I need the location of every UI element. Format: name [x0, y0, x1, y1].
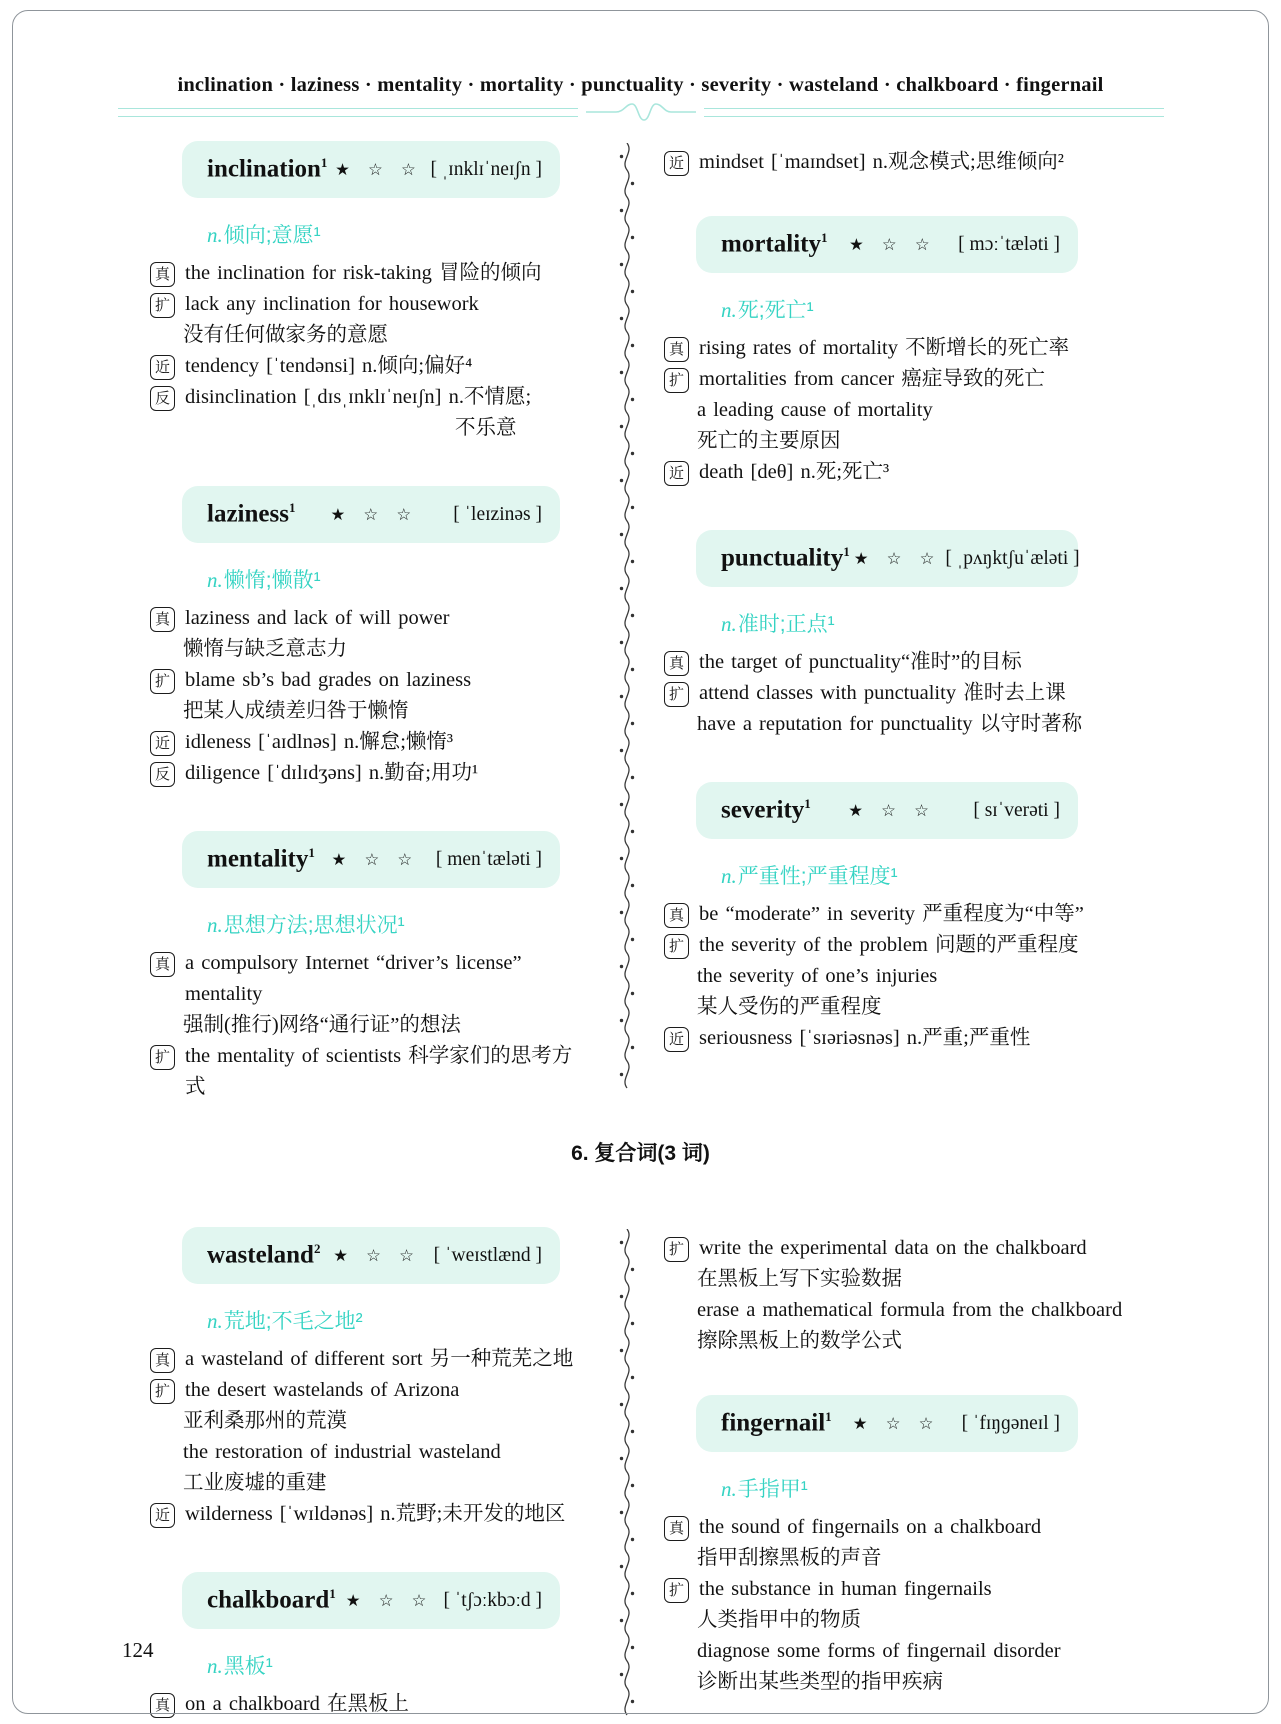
definition-text: 懒惰;懒散¹: [223, 569, 321, 592]
example-text: 没有任何做家务的意愿: [183, 324, 388, 346]
example-line: [150, 603, 590, 634]
headword-superscript: 1: [825, 1409, 832, 1425]
example-text: 亚利桑那州的荒漠: [183, 1410, 347, 1432]
difficulty-stars: ★ ☆ ☆: [345, 1590, 434, 1610]
tag-synonym: 近: [150, 355, 175, 380]
difficulty-stars: ★ ☆ ☆: [849, 234, 937, 254]
example-line: [664, 1023, 1177, 1054]
example-text: 在黑板上写下实验数据: [697, 1268, 902, 1290]
part-of-speech: n.: [721, 864, 737, 888]
example-text: idleness [ˈaɪdlnəs] n.懈怠;懒惰³: [185, 731, 454, 753]
example-line: [664, 678, 1177, 709]
example-line: [664, 1512, 1177, 1543]
example-line: [664, 457, 1177, 488]
definition-text: 严重性;严重程度¹: [737, 865, 898, 888]
example-text: death [deθ] n.死;死亡³: [699, 461, 890, 483]
example-text: have a reputation for punctuality 以守时著称: [697, 713, 1083, 735]
tag-synonym: 近: [664, 1027, 689, 1052]
example-line: [664, 647, 1177, 678]
example-text: on a chalkboard 在黑板上: [185, 1693, 410, 1715]
example-text: erase a mathematical formula from the chalkboard: [697, 1299, 1123, 1321]
tag-expansion: 扩: [150, 1045, 175, 1070]
example-line: [664, 426, 1177, 457]
example-text: rising rates of mortality 不断增长的死亡率: [699, 337, 1070, 359]
part-of-speech: n.: [721, 612, 737, 636]
example-text: 擦除黑板上的数学公式: [697, 1330, 902, 1352]
tag-expansion: 扩: [150, 1379, 175, 1404]
part-of-speech: n.: [207, 223, 223, 247]
headword-superscript: 1: [843, 544, 850, 560]
difficulty-stars: ★ ☆ ☆: [333, 1245, 421, 1265]
tag-expansion: 扩: [150, 293, 175, 318]
example-text: the inclination for risk-taking 冒险的倾向: [185, 262, 542, 284]
entry-wasteland: [150, 1227, 590, 1530]
example-line: [664, 961, 1177, 992]
chinese-definition: [207, 219, 590, 249]
phonetic-transcription: [ ˌɪnklɪˈneɪʃn ]: [430, 158, 542, 180]
entry-chalkboard: [150, 1572, 590, 1720]
tag-authentic-example: 真: [150, 1348, 175, 1373]
right-column: [664, 1227, 1177, 1720]
page-header-wordlist: inclination · laziness · mentality · mortality · punctuality · severity · wasteland · chalkboard · fingernail: [177, 74, 1104, 96]
headword-pill: [182, 141, 560, 198]
headword-superscript: 1: [329, 1586, 336, 1602]
difficulty-stars: ★ ☆ ☆: [852, 1413, 941, 1433]
phonetic-transcription: [ ˈweɪstlænd ]: [433, 1244, 542, 1266]
example-text: mindset [ˈmaɪndset] n.观念模式;思维倾向²: [699, 151, 1064, 173]
phonetic-transcription: [ sɪˈverəti ]: [973, 799, 1060, 821]
headword-pill: [182, 1227, 560, 1284]
example-text: attend classes with punctuality 准时去上课: [699, 682, 1066, 704]
example-text: blame sb’s bad grades on laziness: [185, 669, 472, 691]
example-line: [664, 1667, 1177, 1698]
chinese-definition: [207, 564, 590, 594]
left-column: [150, 1227, 590, 1720]
tag-synonym: 近: [664, 151, 689, 176]
column-divider-squiggle: [616, 1229, 638, 1720]
example-text: laziness and lack of will power: [185, 607, 450, 629]
example-text: the severity of the problem 问题的严重程度: [699, 934, 1079, 956]
tag-synonym: 近: [150, 731, 175, 756]
example-line: [664, 1295, 1177, 1326]
example-line: [150, 1437, 590, 1468]
example-line: [150, 413, 590, 444]
headword-pill: [182, 486, 560, 543]
definition-text: 手指甲¹: [737, 1478, 808, 1501]
example-text: the severity of one’s injuries: [697, 965, 938, 987]
headword-pill: [182, 831, 560, 888]
example-text: lack any inclination for housework: [185, 293, 479, 315]
example-line: [150, 758, 590, 789]
example-text: 懒惰与缺乏意志力: [183, 638, 347, 660]
phonetic-transcription: [ mɔːˈtæləti ]: [958, 233, 1060, 255]
entry-punctuality: [664, 530, 1177, 740]
tag-expansion: 扩: [664, 934, 689, 959]
definition-text: 死;死亡¹: [737, 299, 814, 322]
continued-examples: [664, 147, 1177, 178]
chinese-definition: [721, 860, 1177, 890]
example-line: [664, 1233, 1177, 1264]
tag-synonym: 近: [150, 1503, 175, 1528]
difficulty-stars: ★ ☆ ☆: [853, 548, 942, 568]
example-line: [150, 665, 590, 696]
example-text: 把某人成绩差归咎于懒惰: [183, 700, 409, 722]
example-text: disinclination [ˌdɪsˌɪnklɪˈneɪʃn] n.不情愿;: [185, 386, 532, 408]
example-line: [150, 351, 590, 382]
example-line: [150, 382, 590, 413]
entry-severity: [664, 782, 1177, 1054]
headword: chalkboard$^1$: [207, 1586, 336, 1614]
tag-authentic-example: 真: [150, 607, 175, 632]
tag-authentic-example: 真: [150, 1693, 175, 1718]
tag-antonym: 反: [150, 762, 175, 787]
headword-superscript: 2: [313, 1241, 321, 1257]
example-text: write the experimental data on the chalkboard: [699, 1237, 1087, 1259]
phonetic-transcription: [ ˈfɪŋɡəneɪl ]: [961, 1412, 1060, 1434]
example-text: 诊断出某些类型的指甲疾病: [697, 1671, 943, 1693]
example-text: the mentality of scientists 科学家们的思考方式: [185, 1045, 573, 1098]
difficulty-stars: ★ ☆ ☆: [335, 159, 423, 179]
example-line: [664, 1326, 1177, 1357]
headword: punctuality$^1$: [721, 544, 850, 572]
headword-superscript: 1: [288, 500, 296, 516]
example-text: tendency [ˈtendənsi] n.倾向;偏好⁴: [185, 355, 473, 377]
definition-text: 黑板¹: [223, 1655, 273, 1678]
example-text: the substance in human fingernails: [699, 1578, 992, 1600]
headword-superscript: 1: [320, 155, 328, 171]
word-section-2: [0, 1201, 1281, 1720]
part-of-speech: n.: [207, 1654, 223, 1678]
example-line: [664, 1264, 1177, 1295]
tag-authentic-example: 真: [150, 952, 175, 977]
example-line: [664, 930, 1177, 961]
example-line: [150, 1344, 590, 1375]
example-line: [664, 709, 1177, 740]
tag-authentic-example: 真: [664, 337, 689, 362]
example-line: [150, 1468, 590, 1499]
definition-text: 荒地;不毛之地²: [223, 1310, 363, 1333]
example-line: [150, 696, 590, 727]
headword-pill: [696, 782, 1078, 839]
chinese-definition: [721, 294, 1177, 324]
wave-ornament-icon: [578, 99, 704, 125]
continued-examples: [664, 1233, 1177, 1357]
tag-synonym: 近: [664, 461, 689, 486]
headword: wasteland$^2$: [207, 1241, 321, 1269]
example-line: [150, 1689, 590, 1720]
example-line: [664, 395, 1177, 426]
example-text: a compulsory Internet “driver’s license” mentality: [185, 952, 522, 1005]
example-line: [664, 899, 1177, 930]
part-of-speech: n.: [207, 568, 223, 592]
example-line: [664, 1636, 1177, 1667]
example-text: the restoration of industrial wasteland: [183, 1441, 501, 1463]
example-line: [150, 1375, 590, 1406]
example-text: the desert wastelands of Arizona: [185, 1379, 460, 1401]
chinese-definition: [207, 1305, 590, 1335]
chinese-definition: [721, 1473, 1177, 1503]
headword-pill: [696, 216, 1078, 273]
headword: severity$^1$: [721, 796, 811, 824]
headword-superscript: 1: [308, 845, 315, 861]
tag-expansion: 扩: [664, 1578, 689, 1603]
header-divider-rule: [118, 108, 1164, 115]
entry-mentality: [150, 831, 590, 1103]
difficulty-stars: ★ ☆ ☆: [848, 800, 936, 820]
example-text: mortalities from cancer 癌症导致的死亡: [699, 368, 1045, 390]
chinese-definition: [207, 909, 590, 939]
tag-expansion: 扩: [664, 368, 689, 393]
phonetic-transcription: [ ˈleɪzinəs ]: [453, 503, 542, 525]
phonetic-transcription: [ ˌpʌŋktʃuˈæləti ]: [945, 547, 1080, 569]
example-text: 指甲刮擦黑板的声音: [697, 1547, 882, 1569]
example-line: [150, 320, 590, 351]
example-text: 死亡的主要原因: [697, 430, 841, 452]
example-line: [664, 333, 1177, 364]
part-of-speech: n.: [207, 1309, 223, 1333]
example-line: [664, 1574, 1177, 1605]
example-text: 强制(推行)网络“通行证”的想法: [183, 1014, 461, 1036]
part-of-speech: n.: [721, 298, 737, 322]
tag-expansion: 扩: [664, 682, 689, 707]
entry-fingernail: [664, 1395, 1177, 1698]
phonetic-transcription: [ ˈtʃɔːkbɔːd ]: [443, 1589, 542, 1611]
headword: mortality$^1$: [721, 230, 828, 258]
definition-text: 倾向;意愿¹: [223, 224, 321, 247]
left-column: [150, 141, 590, 1103]
example-line: [150, 1041, 590, 1103]
example-line: [664, 992, 1177, 1023]
example-line: [150, 948, 590, 1010]
chinese-definition: [207, 1650, 590, 1680]
tag-antonym: 反: [150, 386, 175, 411]
example-text: a leading cause of mortality: [697, 399, 933, 421]
example-text: seriousness [ˈsɪəriəsnəs] n.严重;严重性: [699, 1027, 1031, 1049]
chinese-definition: [721, 608, 1177, 638]
example-line: [150, 634, 590, 665]
headword: fingernail$^1$: [721, 1409, 832, 1437]
example-line: [150, 1406, 590, 1437]
example-text: the target of punctuality“准时”的目标: [699, 651, 1022, 673]
example-text: diligence [ˈdɪlɪdʒəns] n.勤奋;用功¹: [185, 762, 479, 784]
headword: laziness$^1$: [207, 500, 296, 528]
tag-authentic-example: 真: [664, 1516, 689, 1541]
part-of-speech: n.: [721, 1477, 737, 1501]
example-text: 不乐意: [455, 417, 517, 439]
example-line: [150, 1499, 590, 1530]
tag-authentic-example: 真: [664, 903, 689, 928]
example-line: [150, 1010, 590, 1041]
page-number: 124: [122, 1638, 154, 1662]
example-text: the sound of fingernails on a chalkboard: [699, 1516, 1042, 1538]
headword-superscript: 1: [820, 230, 828, 246]
example-line: [150, 258, 590, 289]
tag-expansion: 扩: [664, 1237, 689, 1262]
phonetic-transcription: [ menˈtæləti ]: [435, 848, 542, 870]
tag-authentic-example: 真: [150, 262, 175, 287]
headword: mentality$^1$: [207, 845, 315, 873]
tag-expansion: 扩: [150, 669, 175, 694]
column-divider-squiggle: [616, 143, 638, 1103]
headword-pill: [696, 1395, 1078, 1452]
example-line: [664, 1605, 1177, 1636]
word-section-1: [0, 115, 1281, 1103]
difficulty-stars: ★ ☆ ☆: [330, 504, 419, 524]
example-line: [664, 1543, 1177, 1574]
headword-superscript: 1: [804, 796, 811, 812]
example-line: [150, 727, 590, 758]
entry-mortality: [664, 216, 1177, 488]
difficulty-stars: ★ ☆ ☆: [331, 849, 420, 869]
definition-text: 准时;正点¹: [737, 613, 835, 636]
definition-text: 思想方法;思想状况¹: [223, 914, 405, 937]
example-line: [664, 364, 1177, 395]
tag-authentic-example: 真: [664, 651, 689, 676]
section-title: 6. 复合词(3 词): [571, 1142, 710, 1165]
entry-inclination: [150, 141, 590, 444]
example-text: 工业废墟的重建: [183, 1472, 327, 1494]
example-text: a wasteland of different sort 另一种荒芜之地: [185, 1348, 574, 1370]
example-text: diagnose some forms of fingernail disorder: [697, 1640, 1061, 1662]
example-text: 某人受伤的严重程度: [697, 996, 882, 1018]
headword: inclination$^1$: [207, 155, 328, 183]
example-line: [150, 289, 590, 320]
part-of-speech: n.: [207, 913, 223, 937]
example-text: wilderness [ˈwɪldənəs] n.荒野;未开发的地区: [185, 1503, 566, 1525]
headword-pill: [696, 530, 1078, 587]
right-column: [664, 141, 1177, 1103]
headword-pill: [182, 1572, 560, 1629]
example-text: be “moderate” in severity 严重程度为“中等”: [699, 903, 1084, 925]
example-line: [664, 147, 1177, 178]
example-text: 人类指甲中的物质: [697, 1609, 861, 1631]
entry-laziness: [150, 486, 590, 789]
